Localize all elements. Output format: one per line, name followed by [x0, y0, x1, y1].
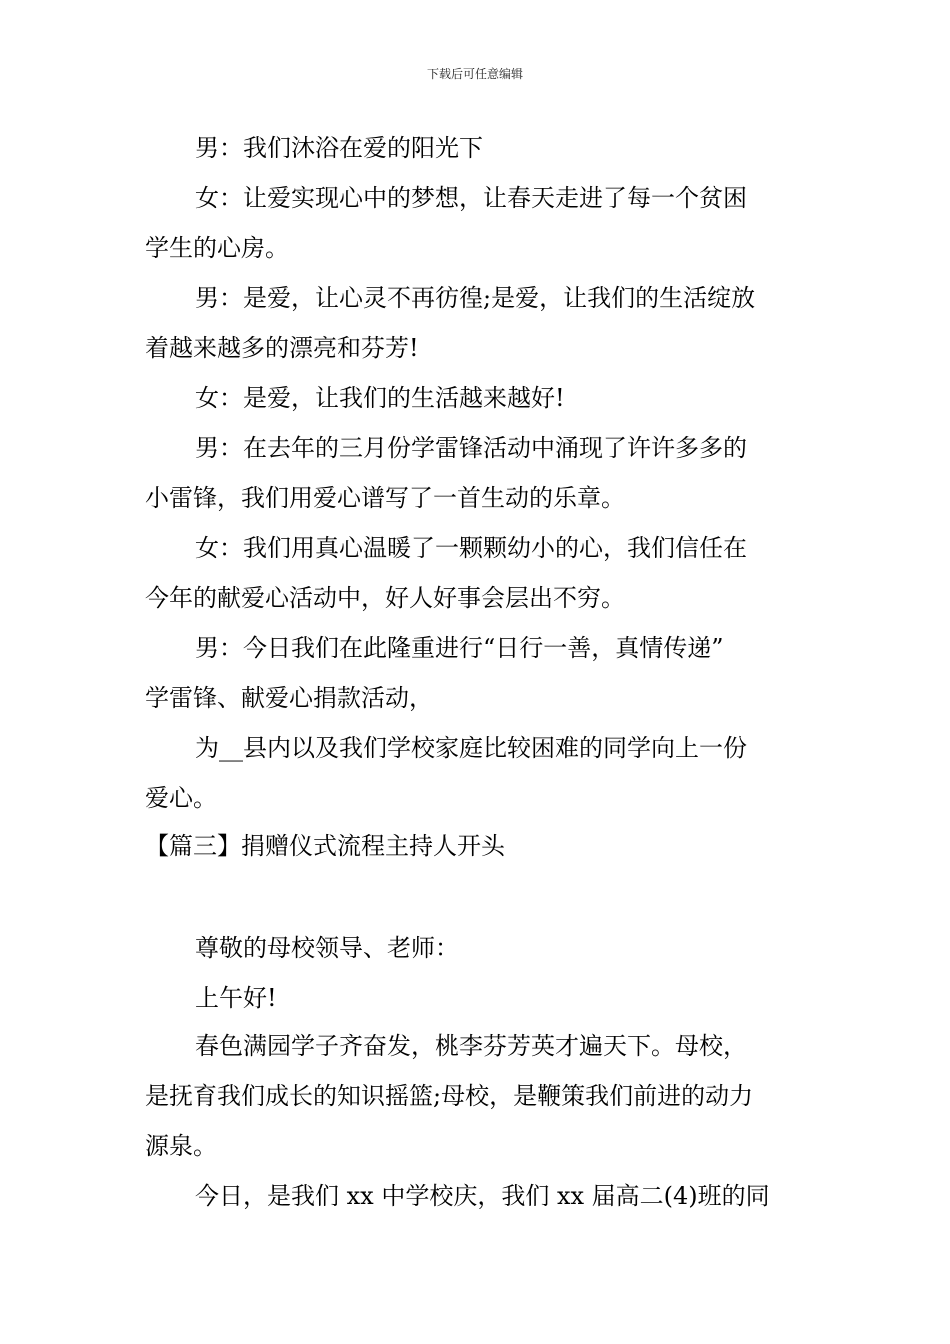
text-line: 春色满园学子齐奋发，桃李芬芳英才遍天下。母校，: [195, 1032, 747, 1060]
text-line: 男：是爱，让心灵不再彷徨;是爱，让我们的生活绽放: [195, 284, 756, 312]
text-line: 今日，是我们 xx 中学校庆，我们 xx 届高二(4)班的同: [195, 1182, 770, 1210]
text-line: 男：今日我们在此隆重进行“日行一善，真情传递”: [195, 634, 724, 662]
text-line: 着越来越多的漂亮和芬芳!: [145, 334, 419, 362]
text-line: 上午好!: [195, 984, 277, 1012]
text-line: 是抚育我们成长的知识摇篮;母校，是鞭策我们前进的动力: [145, 1082, 754, 1110]
text-line: 学雷锋、献爱心捐款活动，: [145, 684, 433, 712]
text-line: 爱心。: [145, 784, 217, 812]
section-heading: 【篇三】捐赠仪式流程主持人开头: [145, 832, 505, 860]
text-line: 女：我们用真心温暖了一颗颗幼小的心，我们信任在: [195, 534, 747, 562]
text-line: 今年的献爱心活动中，好人好事会层出不穷。: [145, 584, 625, 612]
text-line: 男：在去年的三月份学雷锋活动中涌现了许许多多的: [195, 434, 747, 462]
text-line: 男：我们沐浴在爱的阳光下: [195, 134, 483, 162]
text-line: 女：让爱实现心中的梦想，让春天走进了每一个贫困: [195, 184, 747, 212]
text-line: 小雷锋，我们用爱心谱写了一首生动的乐章。: [145, 484, 625, 512]
text-line: 尊敬的母校领导、老师：: [195, 934, 459, 962]
page-header: 下载后可任意编辑: [426, 67, 523, 81]
text-line: 为__县内以及我们学校家庭比较困难的同学向上一份: [195, 734, 747, 762]
text-line: 源泉。: [145, 1132, 217, 1160]
text-line: 女：是爱，让我们的生活越来越好!: [195, 384, 565, 412]
text-line: 学生的心房。: [145, 234, 289, 262]
